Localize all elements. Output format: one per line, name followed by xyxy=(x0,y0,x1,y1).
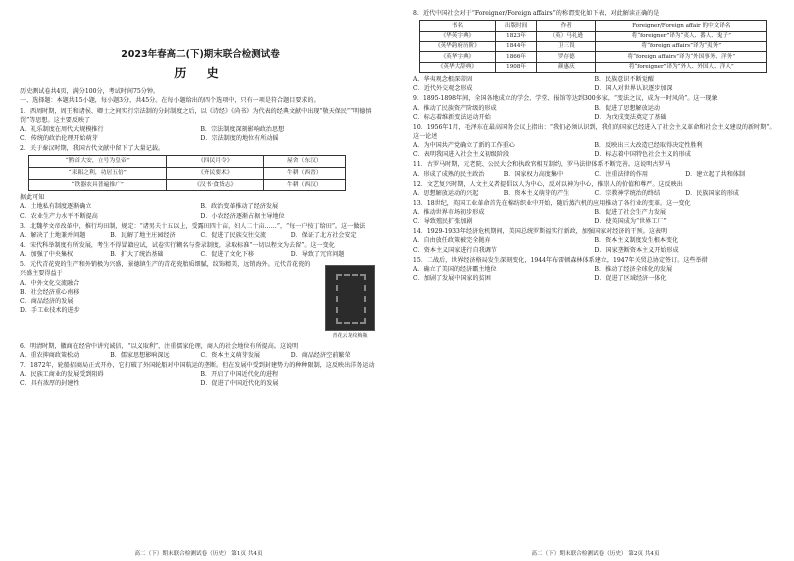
question-1-options xyxy=(20,125,381,143)
table-cell: 屋舍（东汉） xyxy=(264,156,346,168)
question-11: 11．古罗马时期，元老院、公民大会和执政官相互制约，罗马法律体系不断完善。这说明古罗马 xyxy=(413,161,671,169)
table-cell: 牛耕（西汉） xyxy=(264,179,346,191)
option: C．资本主义萌芽发展 xyxy=(200,351,261,359)
option: A．思想解放运动的兴起 xyxy=(413,189,479,197)
option: B．国家权力高度集中 xyxy=(503,170,564,178)
option: D．标志着中国特色社会主义的形成 xyxy=(594,151,691,159)
page-footer: 高二（下）期末联合检测试卷（历史） 第1页 共4页 xyxy=(134,550,263,557)
table-row xyxy=(420,31,767,41)
table-cell: 《四民月令》 xyxy=(167,156,264,168)
question-3: 3．北魏孝文帝改革中，推行均田制，规定：“诸男夫十五以上，受露田四十亩，妇人二十亩……”，“每一户按丁给田”。这一做法 xyxy=(20,222,366,230)
option: C．传统的政治伦理开始萌芽 xyxy=(20,134,98,142)
option: D．小农经济逐渐占据主导地位 xyxy=(200,212,285,220)
option: B．宗法制度深刻影响政治思想 xyxy=(200,125,285,133)
question-12: 12．文艺复兴时期，人文主义者提倡以人为中心，反对以神为中心，推崇人的价值和尊严。这反映出 xyxy=(413,180,683,188)
option: A．自由放任政策被完全抛弃 xyxy=(413,237,491,245)
table-cell: “黔首大安，立号为皇帝” xyxy=(29,156,167,168)
option: A．重农抑商政策松动 xyxy=(20,351,80,359)
option: C．商品经济的发展 xyxy=(20,297,74,305)
question-11-options xyxy=(413,170,776,179)
option: C．标志着维新变法运动开始 xyxy=(413,113,491,121)
option: C．具有浓厚的封建性 xyxy=(20,380,80,388)
option: B．政治变革推动了经济发展 xyxy=(200,203,279,211)
table-cell: 1844年 xyxy=(495,41,537,51)
option: D．导致了冗官问题 xyxy=(290,251,345,259)
question-15-options xyxy=(413,265,776,283)
exam-title: 2023年春高二(下)期末联合检测试卷 xyxy=(121,49,280,60)
table-row xyxy=(29,156,346,168)
table-cell: 颜惠庆 xyxy=(537,62,596,72)
table-cell: 将“foreign affairs”译为“外国事务、洋务” xyxy=(596,52,767,62)
option: C．促进了民族交往交流 xyxy=(200,231,267,239)
option: A．土地私有制度逐渐确立 xyxy=(20,203,92,211)
option: A．解决了土地兼并问题 xyxy=(20,231,86,239)
question-4-options xyxy=(20,250,381,259)
option: C．注重法律的作用 xyxy=(594,170,648,178)
option: B．资本主义制度发生根本变化 xyxy=(594,237,679,245)
exam-subject: 历 史 xyxy=(174,66,227,81)
table-cell: 将“foreigner”译为“外人、外国人、洋人” xyxy=(596,62,767,72)
table-cell: 罗存德 xyxy=(537,52,596,62)
question-15: 15．二战后，世界经济格局发生深刻变化，1944年布雷顿森林体系建立，1947年关贸总协定签订。这些举措 xyxy=(413,256,708,264)
figure-caption: 青花云龙纹梅瓶 xyxy=(332,333,368,340)
option: D．促进了区域经济一体化 xyxy=(594,275,667,283)
question-2: 2．关于秦汉时期，我国古代文献中留下了大量记载。 xyxy=(20,145,165,153)
question-13-options xyxy=(413,208,776,226)
option: A．礼乐制度在周代大规模推行 xyxy=(20,125,104,133)
option: D．使英国成为“世界工厂” xyxy=(594,218,667,226)
question-4: 4．宋代科举制度有所发展，考生不得冒籍应试，试卷实行糊名与誊录制度，录取标准“一切以程文为去留”。这一变化 xyxy=(20,242,335,249)
table-cell: 《英华韵府历阶》 xyxy=(420,41,496,51)
question-8-options xyxy=(413,75,776,93)
table-cell: 《英华大辞典》 xyxy=(420,62,496,72)
option: C．导致殖民扩张加剧 xyxy=(413,218,473,226)
question-3-options xyxy=(20,231,381,240)
table-header-row xyxy=(420,21,767,31)
table-header: 作者 xyxy=(537,21,596,31)
question-8-table xyxy=(419,20,767,73)
table-header: 书名 xyxy=(420,21,496,31)
table-cell: “耒耜之利，功居五倍” xyxy=(29,167,167,179)
option: D．保证了北方社会安定 xyxy=(290,231,357,239)
table-cell: 1823年 xyxy=(495,31,537,41)
option: D．商品经济空前繁荣 xyxy=(290,351,351,359)
question-9: 9．1895-1898年间，全国各地成立的学会、学堂、报馆等达到300多家，“变法之议，成为一时风尚”。这一现象 xyxy=(413,95,718,103)
option: A．确立了美国的经济霸主地位 xyxy=(413,265,497,273)
table-row xyxy=(420,62,767,72)
option: B．儒家思想影响深远 xyxy=(110,351,170,359)
option: B．民族意识不断觉醒 xyxy=(594,76,654,84)
option: B．开启了中国近代化的进程 xyxy=(200,371,279,379)
question-14: 14．1929-1933年经济危机期间，美国总统罗斯福实行新政，加强国家对经济的干预。这表明 xyxy=(413,228,668,236)
option: C．促进了文化下移 xyxy=(200,251,254,259)
option: C．农业生产力水平不断提高 xyxy=(20,212,98,220)
table-header: Foreigner/Foreign affair 的中文译名 xyxy=(596,21,767,31)
table-cell: 《齐民要术》 xyxy=(167,167,264,179)
option: B．促进了社会生产力发展 xyxy=(594,209,667,217)
question-10: 10．1956年1月，毛泽东在最高国务会议上指出：“我们必须认识到，我们的国家已经进入了社会主义革命和社会主义建设的新时期”。这一论述 xyxy=(413,123,776,140)
question-5-block xyxy=(20,259,381,341)
table-cell: 《英华字典》 xyxy=(420,52,496,62)
option: C．加剧了发展中国家的贫困 xyxy=(413,275,491,283)
option: A．形成了成熟的民主政治 xyxy=(413,170,485,178)
table-row xyxy=(420,41,767,51)
table-cell: 卫三畏 xyxy=(537,41,596,51)
artifact-figure xyxy=(319,259,381,341)
page-footer: 高二（下）期末联合检测试卷（历史） 第2页 共4页 xyxy=(531,550,660,557)
option: C．表明我国进入社会主义初级阶段 xyxy=(413,151,510,159)
question-10-options xyxy=(413,141,776,159)
table-cell: 《汉书·食货志》 xyxy=(167,179,264,191)
question-5: 5．元代青花瓷的生产和外销极为兴盛，景德镇生产的青花瓷胎质细腻，纹饰精美，远销海外。元代青花瓷的兴盛主要得益于 xyxy=(20,261,311,278)
question-8: 8．近代中国社会对于“Foreigner/Foreign affairs”的称谓变化如下表，对此解读正确的是 xyxy=(413,10,660,17)
option: D．手工业技术的进步 xyxy=(20,306,80,314)
table-cell: 1908年 xyxy=(495,62,537,72)
question-7-options xyxy=(20,370,381,388)
option: A．推动世界市场初步形成 xyxy=(413,209,485,217)
question-2-stem: 据此可知 xyxy=(20,194,45,202)
option: B．资本主义萌芽的产生 xyxy=(503,189,570,197)
question-2-table xyxy=(28,155,346,191)
option: C．近代外交观念形成 xyxy=(413,85,473,93)
table-cell: 《华英字典》 xyxy=(420,31,496,41)
table-cell: 将“foreigner”译为“夷人、番人、鬼子” xyxy=(596,31,767,41)
question-5-options xyxy=(20,279,313,316)
option: D．为戊戌变法奠定了基础 xyxy=(594,113,667,121)
option: D．民族国家的形成 xyxy=(685,189,739,197)
question-6: 6．明清时期，徽商在经营中讲究诚信，“以义取利”，注重儒家伦理，商人的社会地位有所提高。这说明 xyxy=(20,342,299,350)
option: B．社会经济重心南移 xyxy=(20,288,80,296)
option: D．促进了中国近代化的发展 xyxy=(200,380,279,388)
section-1-heading: 一、选择题：本题共15小题，每小题3分，共45分。在每小题给出的四个选项中，只有一项是符合题目要求的。 xyxy=(20,97,320,105)
table-row xyxy=(29,179,346,191)
table-row xyxy=(29,167,346,179)
question-9-options xyxy=(413,104,776,122)
option: A．民族工商业的发展受到阻碍 xyxy=(20,371,104,379)
table-cell: （英）马礼逊 xyxy=(537,31,596,41)
question-2-options xyxy=(20,202,381,220)
table-cell: 牛耕（西晋） xyxy=(264,167,346,179)
option: A．推动了民族资产阶级的形成 xyxy=(413,104,497,112)
option: B．促进了思想解放运动 xyxy=(594,104,660,112)
question-13: 13．18世纪，英国工业革命首先在棉纺织业中开始，随后蒸汽机的应用推动了各行业的变革。这一变化 xyxy=(413,199,691,207)
porcelain-vase-image xyxy=(325,265,375,331)
option: D．宗法制度的地位有所动摇 xyxy=(200,134,279,142)
option: D．国家垄断资本主义开始形成 xyxy=(594,246,679,254)
question-6-options xyxy=(20,351,381,360)
page-right xyxy=(397,0,794,561)
option: A．加强了中央集权 xyxy=(20,251,74,259)
option: A．华夷观念根深蒂固 xyxy=(413,76,473,84)
table-row xyxy=(420,52,767,62)
option: B．瓦解了地主庄园经济 xyxy=(110,231,176,239)
option: D．建立起了共和体制 xyxy=(685,170,745,178)
option: B．反映出三大改造已经取得决定性胜利 xyxy=(594,142,703,150)
question-12-options xyxy=(413,189,776,198)
question-14-options xyxy=(413,236,776,254)
question-7: 7．1872年，轮船招商局正式开办，它打破了外国轮船对中国航运的垄断。但在发展中受到封建势力的种种限制，这反映出洋务运动 xyxy=(20,362,375,370)
table-header: 出版时间 xyxy=(495,21,537,31)
table-cell: “铁器农具普遍推广” xyxy=(29,179,167,191)
question-1: 1．西周时期，周王和诸侯、卿士之间实行宗法制的分封制度之后，以《诗经》《尚书》为代表的经典文献中出现“敬天保民”“明德慎罚”等思想。这主要反映了 xyxy=(20,107,372,124)
table-cell: 1866年 xyxy=(495,52,537,62)
option: D．国人对世界认识逐步加深 xyxy=(594,85,673,93)
option: C．资本主义国家进行自我调节 xyxy=(413,246,497,254)
option: C．宗教神学统治的终结 xyxy=(594,189,661,197)
exam-notice: 历史测试卷共4页，满分100分，考试时间75分钟。 xyxy=(20,88,160,96)
option: A．为中国共产党确立了新的工作重心 xyxy=(413,142,515,150)
table-cell: 将“foreign affairs”译为“夷务” xyxy=(596,41,767,51)
option: A．中外文化交流融合 xyxy=(20,279,80,287)
option: B．推动了经济全球化的发展 xyxy=(594,265,673,273)
option: B．扩大了统治基础 xyxy=(110,251,164,259)
